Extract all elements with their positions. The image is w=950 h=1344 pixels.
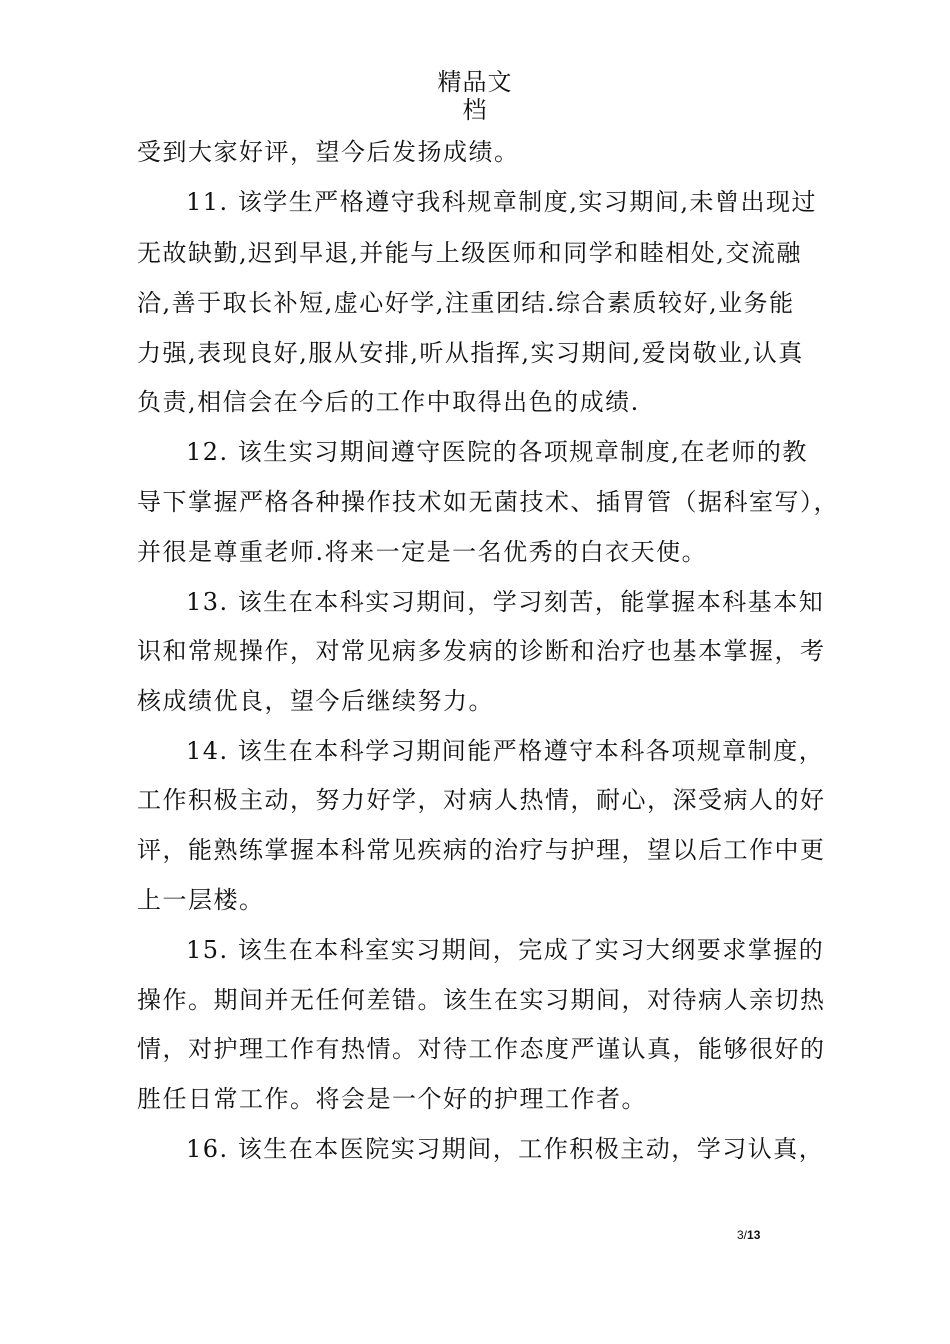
header-line-1: 精品文 bbox=[437, 68, 513, 96]
paragraph-11-line: 11. 该学生严格遵守我科规章制度,实习期间,未曾出现过 bbox=[186, 188, 818, 216]
body-line: 操作。期间并无任何差错。该生在实习期间，对待病人亲切热 bbox=[137, 986, 826, 1014]
page-total: 13 bbox=[747, 1228, 761, 1242]
paragraph-12-line: 12. 该生实习期间遵守医院的各项规章制度,在老师的教 bbox=[186, 438, 808, 466]
body-line: 无故缺勤,迟到早退,并能与上级医师和同学和睦相处,交流融 bbox=[137, 239, 802, 267]
paragraph-13-line: 13. 该生在本科实习期间，学习刻苦，能掌握本科基本知 bbox=[186, 588, 825, 616]
body-line: 情，对护理工作有热情。对待工作态度严谨认真，能够很好的 bbox=[137, 1035, 826, 1063]
paragraph-15-line: 15. 该生在本科室实习期间，完成了实习大纲要求掌握的 bbox=[186, 936, 825, 964]
header-line-2: 档 bbox=[462, 96, 488, 124]
document-header bbox=[0, 68, 950, 124]
body-line: 力强,表现良好,服从安排,听从指挥,实习期间,爱岗敬业,认真 bbox=[137, 339, 804, 367]
body-line: 评，能熟练掌握本科常见疾病的治疗与护理，望以后工作中更 bbox=[137, 836, 826, 864]
page-current: 3/ bbox=[737, 1228, 748, 1242]
body-line: 上一层楼。 bbox=[137, 886, 265, 914]
body-line: 负责,相信会在今后的工作中取得出色的成绩. bbox=[137, 388, 640, 416]
body-line: 工作积极主动，努力好学，对病人热情，耐心，深受病人的好 bbox=[137, 786, 826, 814]
paragraph-16-line: 16. 该生在本医院实习期间，工作积极主动，学习认真， bbox=[186, 1135, 825, 1163]
body-line: 核成绩优良，望今后继续努力。 bbox=[137, 687, 494, 715]
body-line: 识和常规操作，对常见病多发病的诊断和治疗也基本掌握，考 bbox=[137, 637, 826, 665]
body-line: 受到大家好评，望今后发扬成绩。 bbox=[137, 138, 520, 166]
body-line: 导下掌握严格各种操作技术如无菌技术、插胃管（据科室写）， bbox=[137, 488, 839, 516]
paragraph-14-line: 14. 该生在本科学习期间能严格遵守本科各项规章制度， bbox=[186, 737, 825, 765]
body-line: 洽,善于取长补短,虚心好学,注重团结.综合素质较好,业务能 bbox=[137, 289, 795, 317]
body-line: 并很是尊重老师.将来一定是一名优秀的白衣天使。 bbox=[137, 538, 708, 566]
body-line: 胜任日常工作。将会是一个好的护理工作者。 bbox=[137, 1085, 647, 1113]
page-number bbox=[737, 1228, 760, 1242]
